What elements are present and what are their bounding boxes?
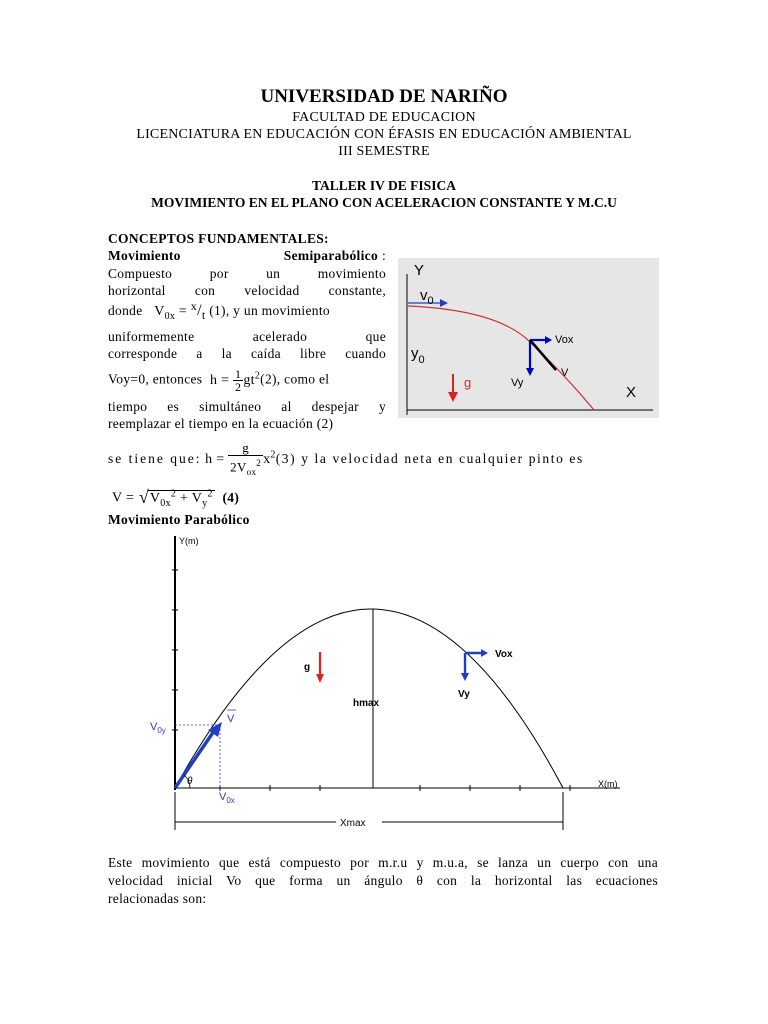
one-half-fraction: $\frac{1}{2}$	[235, 367, 242, 395]
figure1-v0-label: $v_0$	[420, 287, 434, 307]
body-line-9	[108, 441, 658, 479]
g-over-2vox2-fraction: $\frac{g}{2V_{ox}^2}$	[230, 440, 262, 477]
concepts-heading: CONCEPTOS FUNDAMENTALES:	[108, 231, 329, 246]
figure1-v-label: V	[561, 367, 569, 379]
body-line-3: donde $V_{0x} = x/t$ (1), y un movimiento	[108, 299, 330, 322]
semester-line: III SEMESTRE	[338, 144, 430, 159]
gt2-term: $gt^2$	[243, 370, 261, 388]
after-h2-text: (3) y la velocidad neta en cualquier pinto es	[275, 451, 584, 467]
figure2-g-label: g	[304, 662, 311, 673]
university-title: UNIVERSIDAD DE NARIÑO	[260, 86, 508, 107]
figure2-x-label: X(m)	[598, 779, 618, 789]
v-eq: V =	[112, 490, 135, 506]
voy-prefix: Voy=0, entonces	[108, 371, 203, 387]
figure1-vy-label: Vy	[511, 377, 524, 389]
closing-line-3: relacionadas son:	[108, 891, 207, 906]
sqrt-expression: √ $V_{0x}^2 + V_y^2$	[138, 486, 213, 509]
parabolic-heading: Movimiento Parabólico	[108, 512, 250, 527]
v0x-label: $V_{0x}$	[219, 791, 235, 805]
faculty-line: FACULTAD DE EDUCACION	[292, 110, 476, 125]
body-line-7: tiempo es simultáneo al despejar y	[108, 399, 386, 414]
h-eq: h =	[210, 372, 230, 388]
body-line-1: Compuesto por un movimiento	[108, 266, 386, 281]
t-var: t	[201, 308, 206, 322]
body-line-6	[108, 366, 390, 393]
hmax-label: hmax	[353, 698, 380, 709]
figure1-background	[398, 258, 659, 418]
semi-colon: :	[381, 248, 386, 263]
v0y-label: $V_{0y}$	[150, 721, 166, 735]
x2-term: $x^2$	[263, 449, 276, 468]
closing-line-1: Este movimiento que está compuesto por m.r.u y m.u.a, se lanza un cuerpo con una	[108, 855, 658, 870]
donde-word: donde	[108, 303, 143, 318]
figure1-x-label: X	[626, 384, 637, 401]
parabolic-figure	[150, 530, 640, 840]
figure2-y-label: Y(m)	[179, 536, 199, 546]
workshop-title: TALLER IV DE FISICA	[312, 178, 456, 193]
se-tiene-text: se tiene que:	[108, 451, 202, 467]
equals-sign: =	[178, 304, 188, 319]
after-v0x-text: (1), y un movimiento	[209, 303, 330, 318]
v-vector-label: V	[227, 713, 235, 725]
after-h-text: (2), como el	[260, 371, 330, 387]
figure2-vox-arrowhead	[481, 649, 488, 657]
program-line: LICENCIATURA EN EDUCACIÓN CON ÉFASIS EN EDUCACIÓN AMBIENTAL	[136, 127, 632, 142]
body-line-5: corresponde a la caída libre cuando	[108, 346, 386, 361]
figure2-vy-arrowhead	[461, 673, 469, 681]
figure2-vy-label: Vy	[458, 689, 470, 700]
figure1-y0-label: $y_0$	[411, 345, 425, 366]
semi-word1: Movimiento	[108, 248, 181, 263]
semi-parabolic-figure	[398, 258, 659, 418]
figure1-vox-label: Vox	[555, 334, 574, 346]
body-line-2: horizontal con velocidad constante,	[108, 283, 386, 298]
initial-velocity-vector	[175, 731, 214, 788]
figure2-gravity-arrowhead	[316, 674, 324, 683]
workshop-subtitle: MOVIMIENTO EN EL PLANO CON ACELERACION CONSTANTE Y M.C.U	[151, 195, 617, 210]
body-line-4: uniformemente acelerado que	[108, 329, 386, 344]
body-line-8: reemplazar el tiempo en la ecuación (2)	[108, 416, 334, 431]
theta-label: θ	[187, 776, 193, 787]
figure2-vox-label: Vox	[495, 649, 513, 660]
eq4-number: (4)	[222, 489, 240, 505]
figure1-y-label: Y	[414, 262, 425, 279]
closing-line-2: velocidad inicial Vo que forma un ángulo θ con la horizontal las ecuaciones	[108, 873, 658, 888]
x-var: x	[190, 299, 198, 313]
figure1-g-label: g	[464, 375, 472, 390]
xmax-label: Xmax	[340, 818, 366, 829]
v0x-symbol: $V_{0x}$	[154, 304, 176, 322]
h-eq-2: h =	[205, 452, 225, 468]
semi-word2: Semiparabólico	[283, 248, 378, 263]
